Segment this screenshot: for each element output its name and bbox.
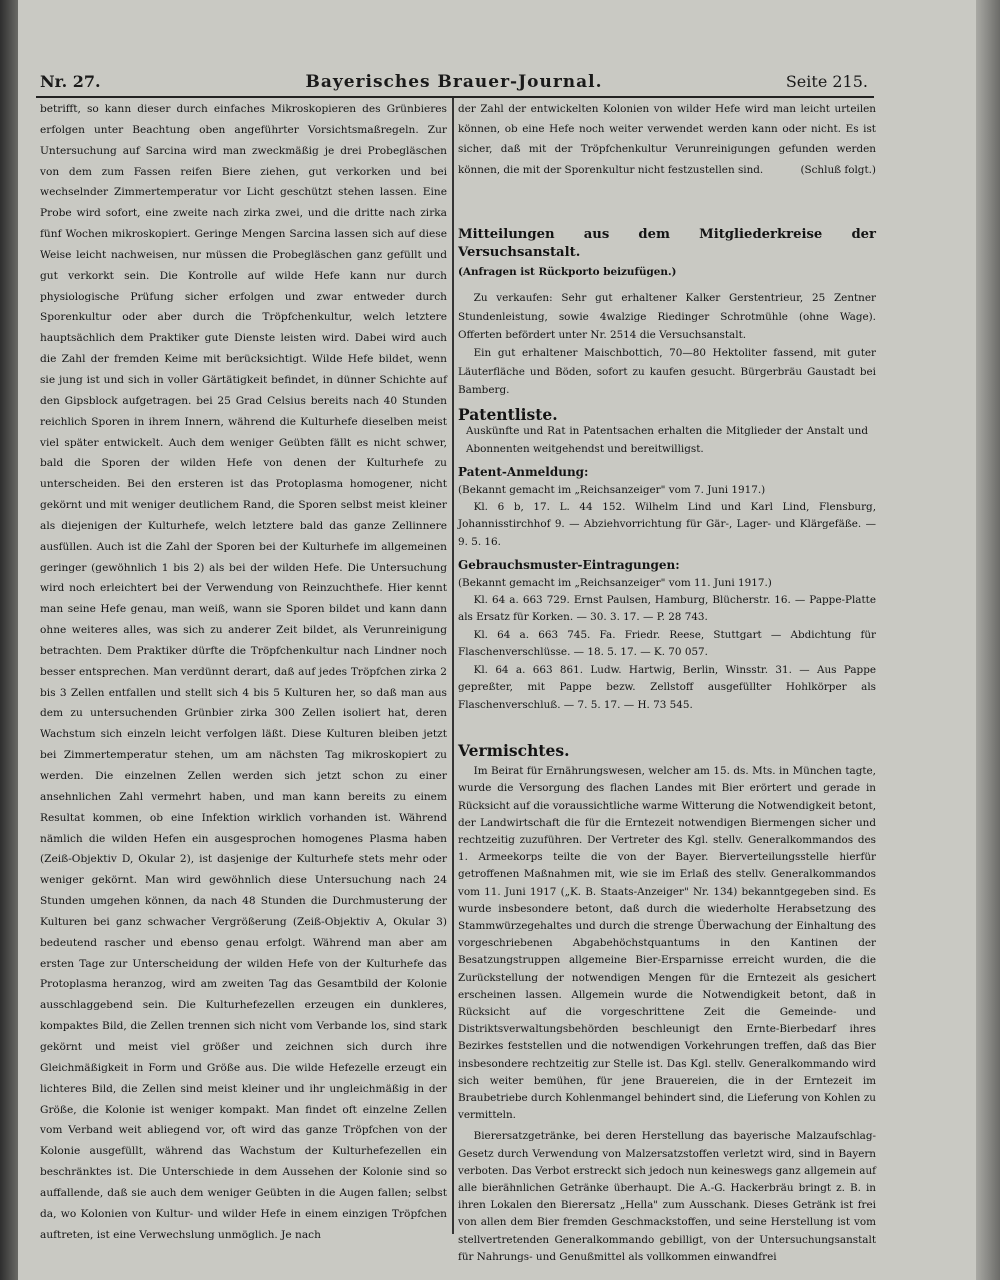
gebrauchsmuster-entry: Kl. 64 a. 663 745. Fa. Friedr. Reese, Stuttgart — Abdichtung für Flaschenverschlüsse. — 18. 5. 17. — K. 70 057. (458, 628, 876, 659)
continuation-text: der Zahl der entwickelten Kolonien von wilder Hefe wird man leicht urteilen können, ob eine Hefe noch weiter verwendet werden kann oder nicht. Es ist sicher, daß mit der Tröpfchenkultur Verunreinigungen gefunden werden können, die mit der Sporenkultur nicht festzustellen sind. (458, 103, 876, 176)
ad-for-sale: Zu verkaufen: Sehr gut erhaltener Kalker Gerstentrieur, 25 Zentner Stundenleistung, sowie 4walzige Riedinger Schrotmühle (ohne Wage). Offerten befördert unter Nr. 2514 die Versuchsanstalt. (458, 292, 876, 342)
article-text: betrifft, so kann dieser durch einfaches Mikroskopieren des Grünbieres erfolgen unter Beachtung oben angeführter Vorsichtsmaßregeln. Zur Untersuchung auf Sarcina wird man zweckmäßig je drei Probegläschen von dem zum Fassen reifen Biere ziehen, gut verkorken und bei wechselnder Zimmertemperatur vor Licht geschützt stehen lassen. Eine Probe wird sofort, eine zweite nach zirka zwei, und die dritte nach zirka fünf Wochen mikroskopiert. Geringe Mengen Sarcina lassen sich auf diese Weise leicht nachweisen, nur müssen die Probegläschen ganz gefüllt und gut verkorkt sein. Die Kontrolle auf wilde Hefe kann nur durch physiologische Prüfung sicher erfolgen und zwar entweder durch Sporenkultur oder aber durch die Tröpfchenkultur, welch letztere hauptsächlich dem Praktiker gute Dienste leisten wird. Dabei wird auch die Zahl der fremden Keime mit berücksichtigt. Wilde Hefe bildet, wenn sie jung ist und sich in voller Gärtätigkeit befindet, in dünner Schichte auf den Gipsblock aufgetragen. bei 25 Grad Celsius bereits nach 40 Stunden reichlich Sporen in ihrem Innern, während die Kulturhefe dieselben meist viel später entwickelt. Auch dem weniger Geübten fällt es nicht schwer, bald die Sporen der wilden Hefe von denen der Kulturhefe zu unterscheiden. Bei den ersteren ist das Protoplasma homogener, nicht gekörnt und mit weniger deutlichem Rand, die Sporen selbst meist kleiner als diejenigen der Kulturhefe, welch letztere bald das ganze Zellinnere ausfüllen. Auch ist die Zahl der Sporen bei der Kulturhefe im allgemeinen geringer (gewöhnlich 1 bis 2) als bei der wilden Hefe. Die Untersuchung wird noch erleichtert bei der Verwendung von Reinzuchthefe. Hier kennt man seine Hefe genau, man weiß, wann sie Sporen bildet und kann dann ohne weiteres alles, was sich zu anderer Zeit bildet, als Verunreinigung betrachten. Dem Praktiker dürfte die Tröpfchenkultur nach Lindner noch besser entsprechen. Man verdünnt derart, daß auf jedes Tröpfchen zirka 2 bis 3 Zellen entfallen und stellt sich 4 bis 5 Kulturen her, so daß man aus dem zu untersuchenden Grünbier zirka 300 Zellen isoliert hat, deren Wachstum sich einzeln leicht verfolgen läßt. Diese Kulturen bleiben jetzt bei Zimmertemperatur stehen, um am nächsten Tag mikroskopiert zu werden. Die einzelnen Zellen werden sich jetzt schon zu einer ansehnlichen Zahl vermehrt haben, und man kann bereits zu einem Resultat kommen, ob eine Infektion wirklich vorhanden ist. Während nämlich die wilden Hefen ein ausgesprochen homogenes Plasma haben (Zeiß-Objektiv D, Okular 2), ist dasjenige der Kulturhefe stets mehr oder weniger gekörnt. Man wird gewöhnlich diese Untersuchung nach 24 Stunden umgehen können, da nach 48 Stunden die Durchmusterung der Kulturen bei ganz schwacher Vergrößerung (Zeiß-Objektiv A, Okular 3) bedeutend rascher und ebenso genau erfolgt. Während man aber am ersten Tage zur Unterscheidung der wilden Hefe von der Kulturhefe das Protoplasma heranzog, wird am zweiten Tag das Gesamtbild der Kolonie ausschlaggebend sein. Die Kulturhefezellen erzeugen ein dunkleres, kompaktes Bild, die Zellen trennen sich nicht vom Verbande los, sind stark gekörnt und meist viel größer und zeichnen sich durch ihre Gleichmäßigkeit in Form und Größe aus. Die wilde Hefezelle erzeugt ein lichteres Bild, die Zellen sind meist kleiner und ihr ungleichmäßig in der Größe, die Kolonie ist weniger kompakt. Man findet oft einzelne Zellen vom Verband weit abliegend vor, oft wird das ganze Tröpfchen von der Kolonie ausgefüllt, während das Wachstum der Kulturhefezellen ein beschränktes ist. Die Unterschiede in dem Aussehen der Kolonie sind so auffallende, daß sie auch dem weniger Geübten in die Augen fallen; selbst da, wo Kolonien von Kultur- und wilder Hefe in einem einzigen Tröpfchen auftreten, ist eine Verwechslung unmöglich. Je nach (40, 103, 447, 1241)
article-continuation (458, 99, 876, 203)
vermischtes-title: Vermischtes. (458, 741, 570, 760)
header-rule (36, 96, 874, 98)
patent-list (458, 406, 876, 736)
miscellaneous-section (458, 741, 876, 1263)
page-number: Seite 215. (785, 72, 868, 91)
patent-title: Patentliste. (458, 405, 558, 424)
to-be-continued: (Schluß folgt.) (800, 163, 876, 176)
issue-number: Nr. 27. (40, 72, 101, 91)
anmeldung-entry: Kl. 6 b, 17. L. 44 152. Wilhelm Lind und Karl Lind, Flensburg, Johannisstirchhof 9. — Abziehvorrichtung für Gär-, Lager- und Klärgefäße. — 9. 5. 16. (458, 501, 876, 548)
gebrauchsmuster-entry: Kl. 64 a. 663 729. Ernst Paulsen, Hamburg, Blücherstr. 16. — Pappe-Platte als Ersatz für Korken. — 30. 3. 17. — P. 28 743. (458, 594, 876, 624)
page-header (40, 72, 868, 96)
anmeldung-date: (Bekannt gemacht im „Reichsanzeiger" vom 7. Juni 1917.) (458, 483, 766, 496)
left-column (40, 99, 447, 1241)
ad-wanted: Ein gut erhaltener Maischbottich, 70—80 Hektoliter fassend, mit guter Läuterfläche und Böden, sofort zu kaufen gesucht. Bürgerbräu Gaustadt bei Bamberg. (458, 347, 876, 397)
page-edge (976, 0, 1000, 1280)
gebrauchsmuster-date: (Bekannt gemacht im „Reichsanzeiger" vom 11. Juni 1917.) (458, 576, 772, 589)
gebrauchsmuster-title: Gebrauchsmuster-Eintragungen: (458, 558, 680, 573)
mitteilungen-note: (Anfragen ist Rückporto beizufügen.) (458, 265, 677, 278)
gebrauchsmuster-entry: Kl. 64 a. 663 861. Ludw. Hartwig, Berlin, Winsstr. 31. — Aus Pappe gepreßter, mit Pappe bezw. Zellstoff ausgefüllter Hohlkörper als Flaschenverschluß. — 7. 5. 17. — H. 73 545. (458, 663, 876, 711)
misc-item: Bierersatzgetränke, bei deren Herstellung das bayerische Malzaufschlag-Gesetz durch Verwendung von Malzersatzstoffen verletzt wird, sind in Bayern verboten. Das Verbot erstreckt sich jedoch nun keineswegs ganz allgemein auf alle bierähnlichen Getränke überhaupt. Die A.-G. Hackerbräu bringt z. B. in ihren Lokalen den Bierersatz „Hella" zum Ausschank. Dieses Getränk ist frei von allen dem Bier fremden Geschmackstoffen, und seine Herstellung ist vom stellvertretenden Generalkommando gebilligt, von der Untersuchungsanstalt für Nahrungs- und Genußmittel als vollkommen einwandfrei (458, 1130, 876, 1263)
journal-title: Bayerisches Brauer-Journal. (305, 72, 603, 92)
column-divider (452, 98, 454, 1234)
patent-intro: Auskünfte und Rat in Patentsachen erhalten die Mitglieder der Anstalt und Abonnenten weitgehendst und bereitwilligst. (466, 425, 868, 455)
member-notices (458, 226, 876, 404)
mitteilungen-title: Mitteilungen aus dem Mitgliederkreise der Versuchsanstalt. (458, 227, 876, 261)
binding-shadow (0, 0, 18, 1280)
misc-item: Im Beirat für Ernährungswesen, welcher am 15. ds. Mts. in München tagte, wurde die Versorgung des flachen Landes mit Bier erörtert und gerade in Rücksicht auf die voraussichtliche warme Witterung die Notwendigkeit betont, der Landwirtschaft die für die Erntezeit notwendigen Biermengen sicher und rechtzeitig zuzuführen. Der Vertreter des Kgl. stellv. Generalkommandos des 1. Armeekorps teilte die von der Bayer. Bierverteilungsstelle hierfür getroffenen Maßnahmen mit, wie sie im Erlaß des stellv. Generalkommandos vom 11. Juni 1917 („K. B. Staats-Anzeiger" Nr. 134) bekanntgegeben sind. Es wurde insbesondere betont, daß durch die wiederholte Herabsetzung des Stammwürzegehaltes und durch die strenge Überwachung der Einhaltung des vorgeschriebenen Abgabehöchstquantums in den Kantinen der Besatzungstruppen allgemeine Bier-Ersparnisse erreicht wurden, die die Zurückstellung der notwendigen Mengen für die Erntezeit als gesichert erscheinen lassen. Allgemein wurde die Notwendigkeit betont, daß in Rücksicht auf die vorgeschrittene Zeit die Gemeinde- und Distriktsverwaltungsbehörden beschleunigt den Ernte-Bierbedarf ihres Bezirkes feststellen und die notwendigen Vorkehrungen treffen, daß das Bier insbesondere rechtzeitig zur Stelle ist. Das Kgl. stellv. Generalkommando wird sich weiter bemühen, für jene Brauereien, die in der Erntezeit im Braubetriebe durch Kohlenmangel behindert sind, die Lieferung von Kohlen zu vermitteln. (458, 765, 876, 1122)
anmeldung-title: Patent-Anmeldung: (458, 465, 589, 480)
